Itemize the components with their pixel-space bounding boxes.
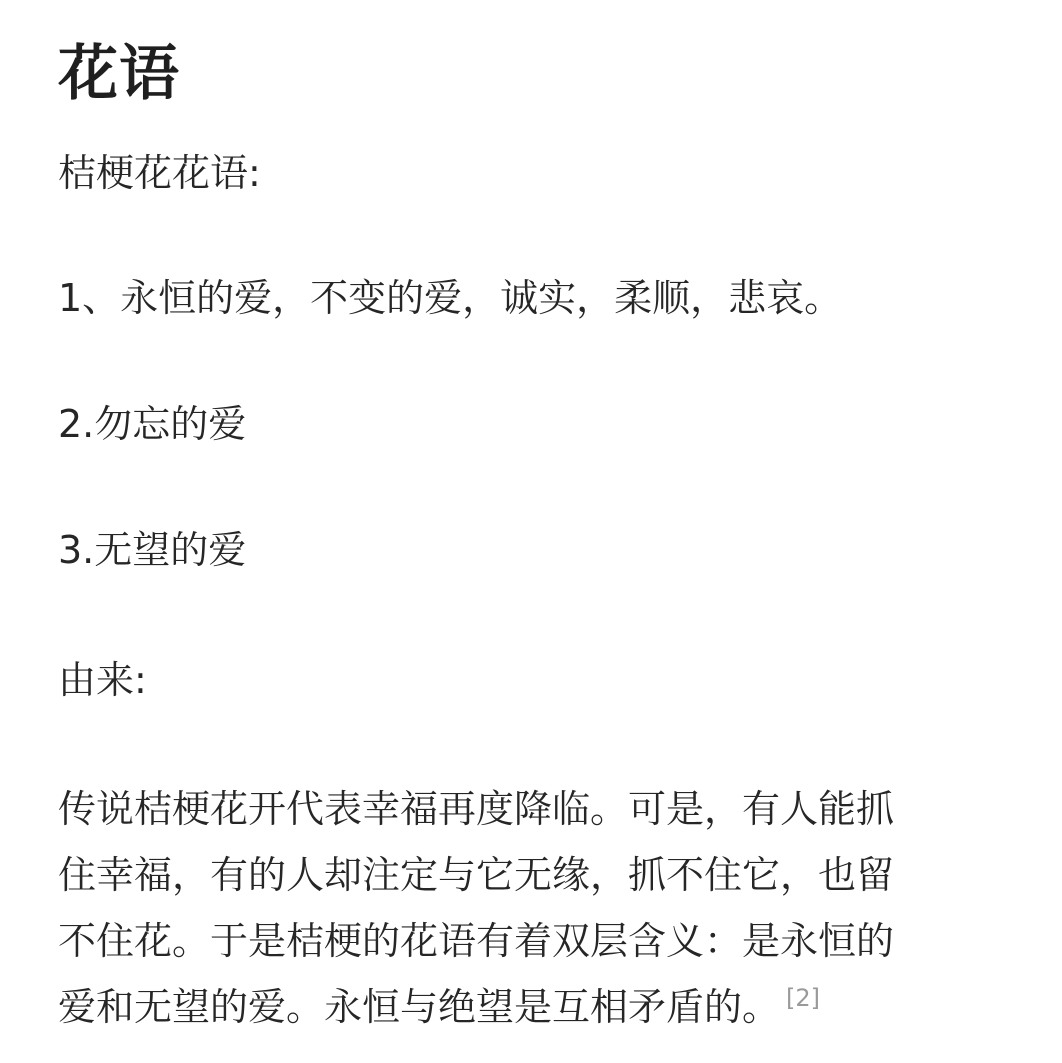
meaning-item-3: 3.无望的爱 (58, 528, 247, 572)
origin-line-4-wrapper (58, 974, 1018, 1040)
origin-line-1: 传说桔梗花开代表幸福再度降临。可是，有人能抓 (58, 787, 895, 831)
citation-link[interactable]: [2] (786, 984, 821, 1013)
origin-line-2: 住幸福，有的人却注定与它无缘，抓不住它，也留 (58, 853, 895, 897)
meaning-item-1: 1、永恒的爱，不变的爱，诚实，柔顺，悲哀。 (58, 276, 843, 320)
origin-line-3: 不住花。于是桔梗的花语有着双层含义：是永恒的 (58, 919, 895, 963)
section-title: 花语 (58, 39, 180, 109)
origin-heading: 由来: (58, 658, 147, 702)
origin-paragraph (58, 776, 1018, 1040)
meaning-item-2: 2.勿忘的爱 (58, 402, 247, 446)
flower-language-subheading: 桔梗花花语: (58, 151, 261, 195)
origin-line-4: 爱和无望的爱。永恒与绝望是互相矛盾的。 (58, 985, 781, 1029)
